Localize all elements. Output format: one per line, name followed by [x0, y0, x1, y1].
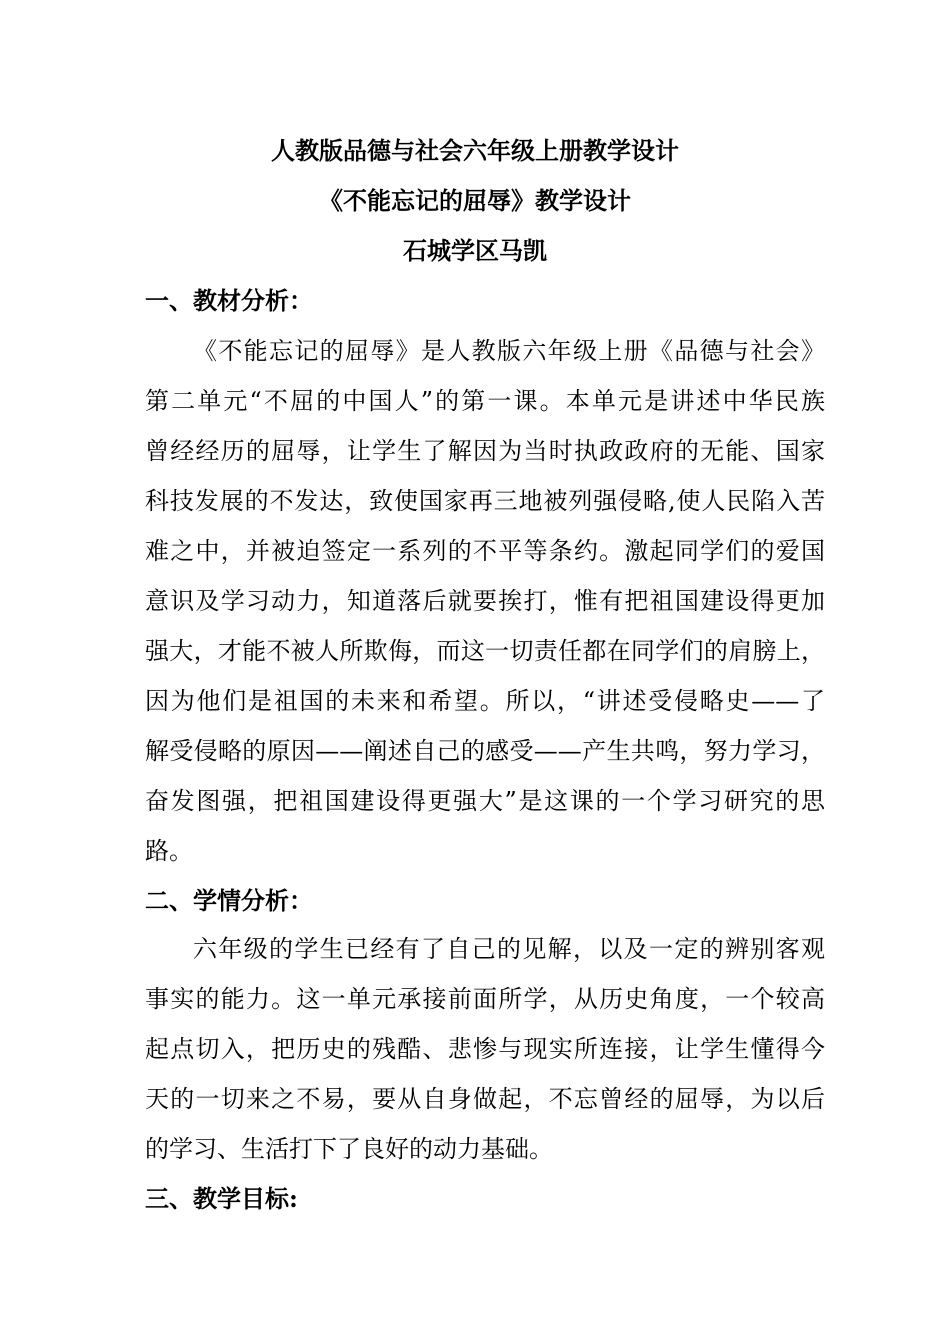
paragraph-line: 奋发图强，把祖国建设得更强大”是这课的一个学习研究的思 — [145, 787, 825, 815]
paragraph-line: 曾经经历的屈辱，让学生了解因为当时执政政府的无能、国家 — [145, 437, 825, 465]
paragraph-line: 第二单元“不屈的中国人”的第一课。本单元是讲述中华民族 — [145, 387, 825, 415]
paragraph-line: 意识及学习动力，知道落后就要挨打，惟有把祖国建设得更加 — [145, 587, 825, 615]
section-heading-student-analysis: 二、学情分析： — [145, 886, 313, 915]
paragraph-line: 路。 — [145, 837, 193, 865]
section-heading-teaching-goals: 三、教学目标: — [145, 1184, 298, 1213]
paragraph-textbook-analysis — [145, 326, 825, 876]
paragraph-line: 难之中，并被迫签定一系列的不平等条约。激起同学们的爱国 — [145, 537, 825, 565]
paragraph-line: 解受侵略的原因——阐述自己的感受——产生共鸣，努力学习， — [145, 737, 825, 765]
paragraph-line: 科技发展的不发达，致使国家再三地被列强侵略,使人民陷入苦 — [145, 487, 825, 515]
paragraph-line: 强大，才能不被人所欺侮，而这一切责任都在同学们的肩膀上， — [145, 637, 825, 665]
paragraph-line: 因为他们是祖国的未来和希望。所以，“讲述受侵略史——了 — [145, 687, 825, 715]
paragraph-line: 事实的能力。这一单元承接前面所学，从历史角度，一个较高 — [145, 985, 825, 1013]
document-title: 人教版品德与社会六年级上册教学设计 — [271, 136, 679, 165]
paragraph-line: 的学习、生活打下了良好的动力基础。 — [145, 1135, 553, 1163]
paragraph-line: 《不能忘记的屈辱》是人教版六年级上册《品德与社会》 — [193, 337, 825, 365]
lesson-title: 《不能忘记的屈辱》教学设计 — [319, 186, 631, 215]
paragraph-student-analysis — [145, 924, 825, 1174]
paragraph-line: 起点切入，把历史的残酷、悲惨与现实所连接，让学生懂得今 — [145, 1035, 825, 1063]
author-line: 石城学区马凯 — [403, 236, 547, 265]
section-heading-textbook-analysis: 一、教材分析： — [145, 286, 313, 315]
paragraph-line: 六年级的学生已经有了自己的见解，以及一定的辨别客观 — [193, 935, 825, 963]
paragraph-line: 天的一切来之不易，要从自身做起，不忘曾经的屈辱，为以后 — [145, 1085, 825, 1113]
